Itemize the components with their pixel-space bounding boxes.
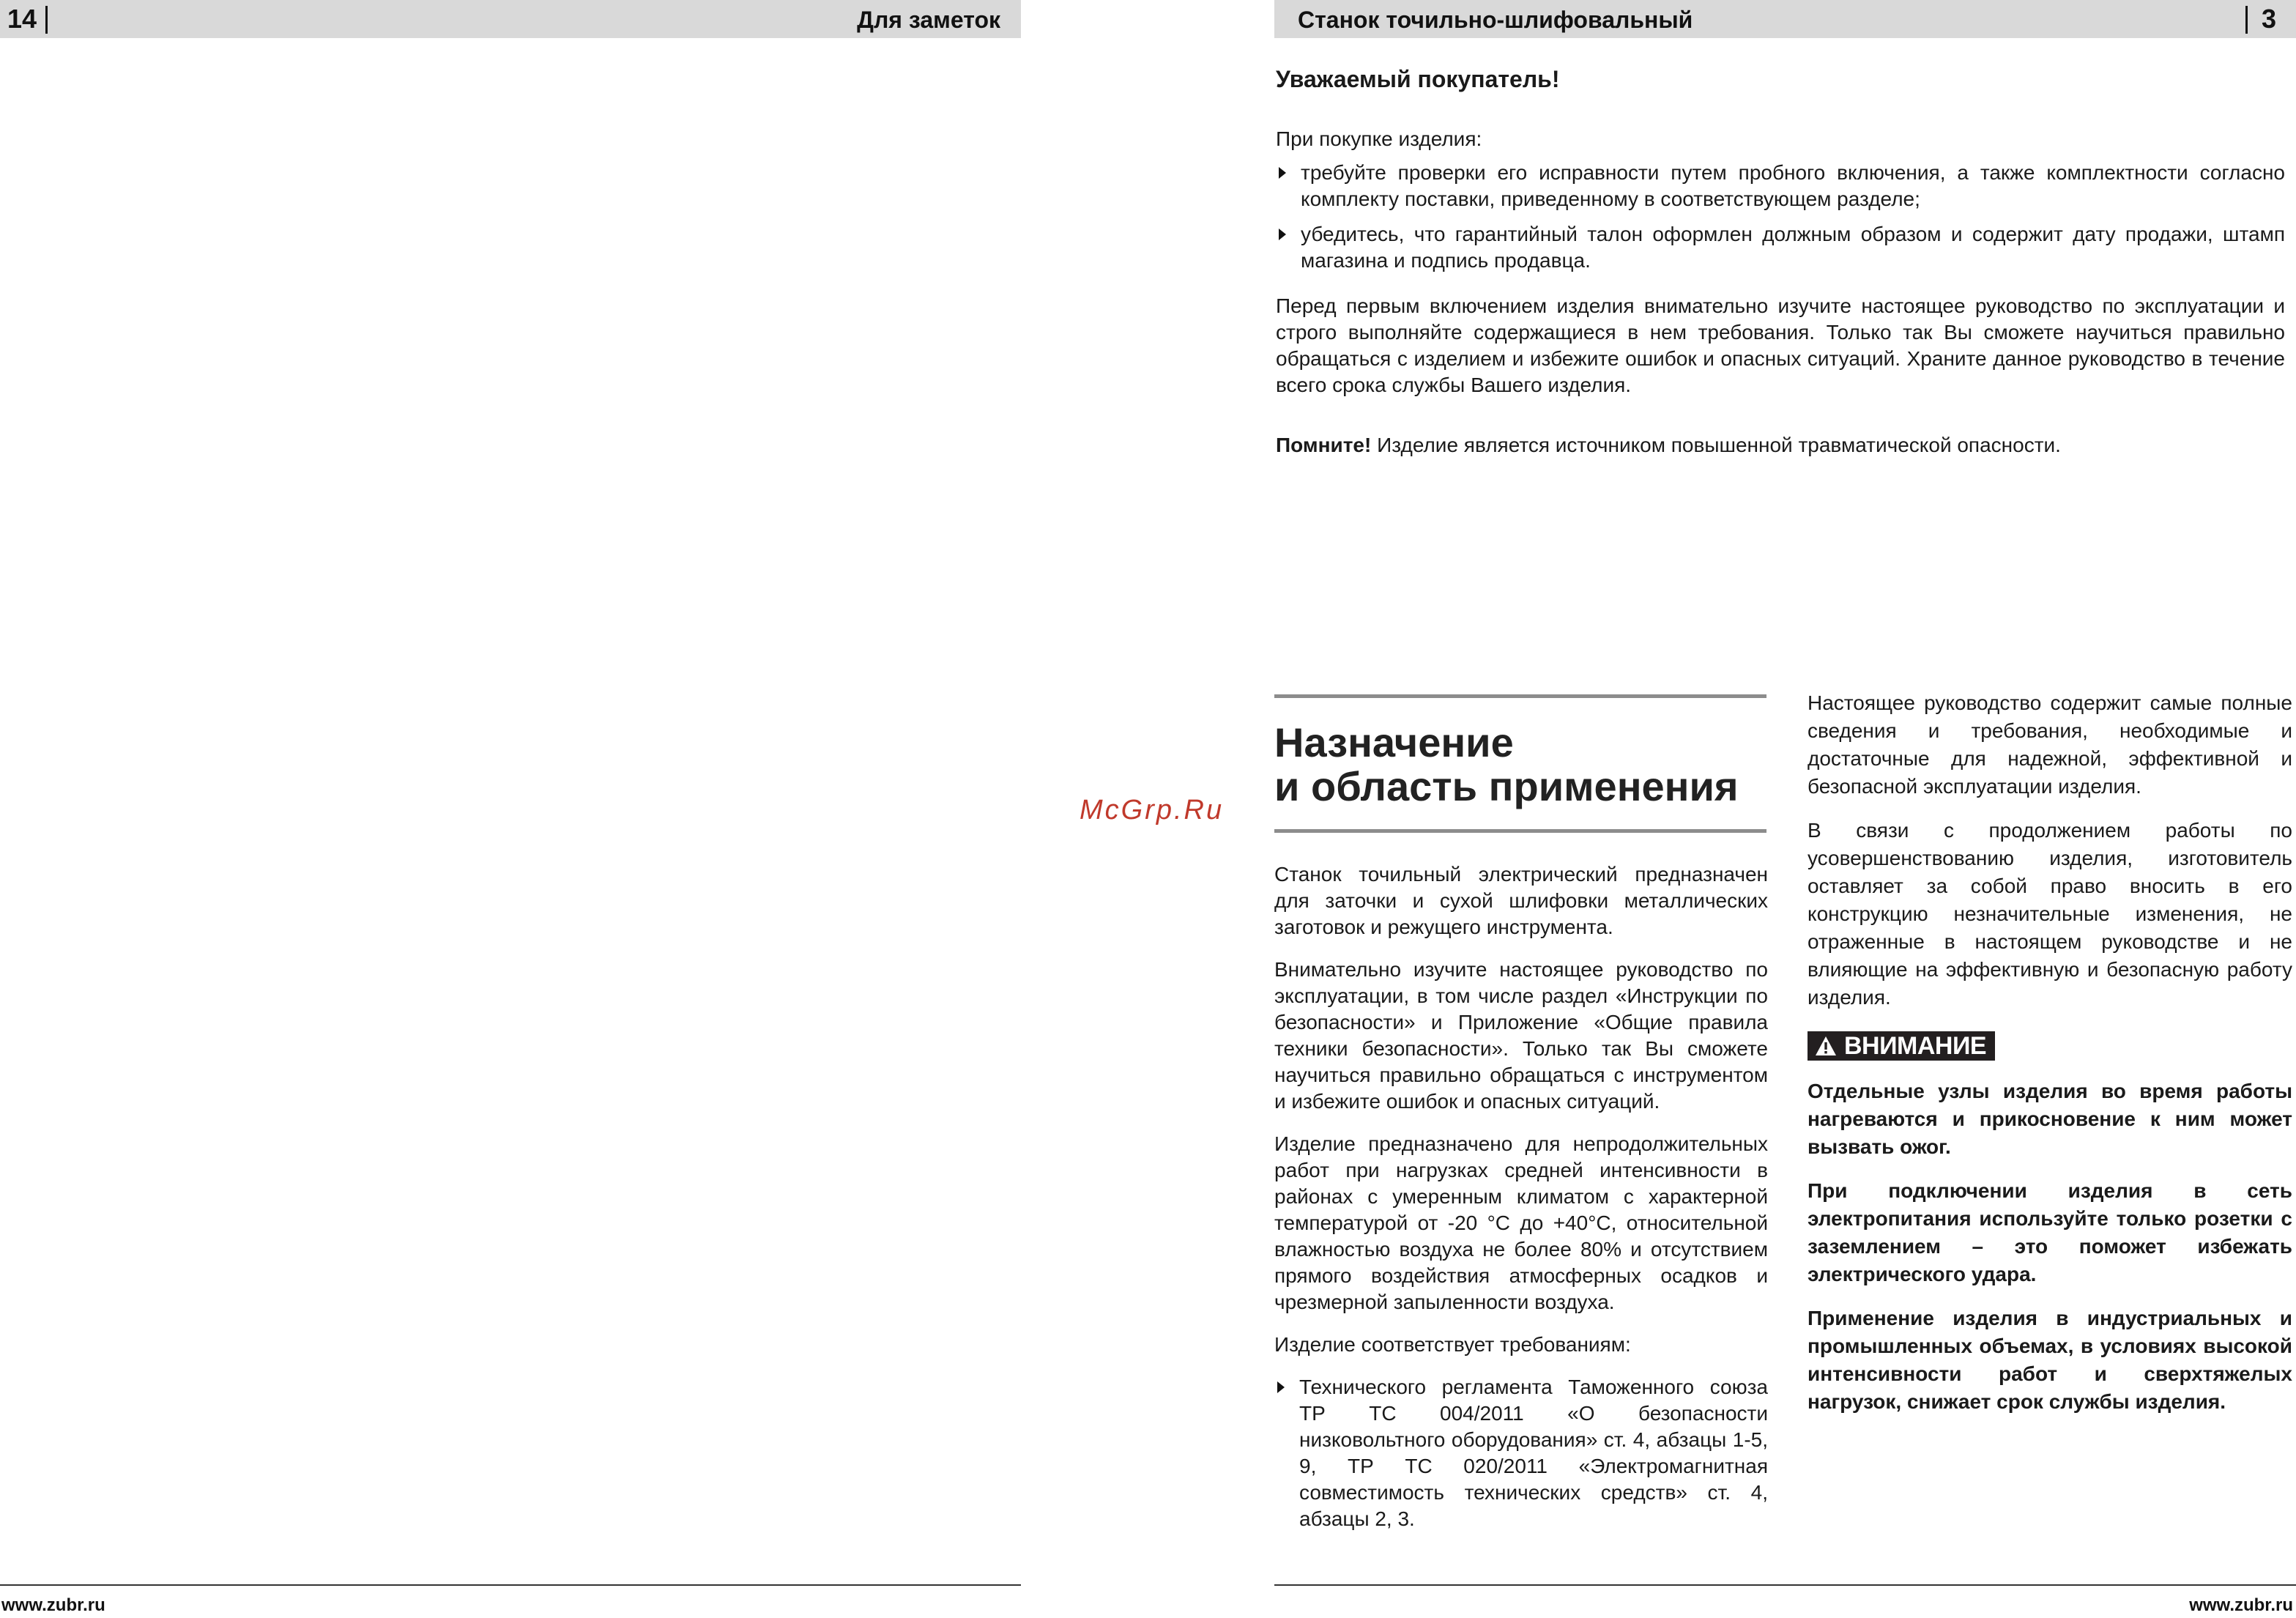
section-title-line-2: и область применения xyxy=(1274,763,1739,809)
section-title-line-1: Назначение xyxy=(1274,719,1514,765)
left-footer-rule xyxy=(0,1584,1021,1586)
section-title xyxy=(1274,721,1739,809)
requirements-intro: Изделие соответствует требованиям: xyxy=(1274,1333,1631,1356)
warning-paragraph: При подключении изделия в сеть электропитания используйте только розетки с заземлением – это поможет избежать электрического удара. xyxy=(1808,1179,2292,1285)
reminder-label: Помните! xyxy=(1276,434,1372,456)
warning-paragraph: Отдельные узлы изделия во время работы нагреваются и прикосновение к ним может вызвать ожог. xyxy=(1808,1080,2292,1158)
list-item-text: требуйте проверки его исправности путем пробного включения, а также комплектности согласно комплекту поставки, приведенному в соответствующем разделе; xyxy=(1301,161,2285,210)
bullet-arrow-icon xyxy=(1279,167,1286,179)
list-item xyxy=(1276,221,2285,274)
list-item-text: убедитесь, что гарантийный талон оформлен должным образом и содержит дату продажи, штамп магазина и подпись продавца. xyxy=(1301,223,2285,272)
reminder xyxy=(1276,432,2285,459)
warning-label: ВНИМАНИЕ xyxy=(1844,1032,1987,1060)
purpose-paragraph: Изделие предназначено для непродолжительных работ при нагрузках средней интенсивности в районах с умеренным климатом с характерной температурой от -20 °С до +40°С, относительной влажностью воздуха не более 80% и отсутствием прямого воздействия атмосферных осадков и чрезмерной запыленности воздуха. xyxy=(1274,1132,1768,1313)
purchase-intro: При покупке изделия: xyxy=(1276,127,1482,150)
right-page-header xyxy=(1274,0,2296,38)
section-title-top-rule xyxy=(1274,694,1766,698)
info-paragraph: Настоящее руководство содержит самые полные сведения и требования, необходимые и достаточные для надежной, эффективной и безопасной эксплуатации изделия. xyxy=(1808,691,2292,798)
list-item xyxy=(1274,1374,1768,1532)
watermark: McGrp.Ru xyxy=(1080,795,1225,825)
info-column xyxy=(1808,689,2292,1432)
right-footer-url: www.zubr.ru xyxy=(2189,1595,2293,1615)
left-page-number: 14 xyxy=(7,4,37,34)
right-footer-rule xyxy=(1274,1584,2296,1586)
bullet-arrow-icon xyxy=(1277,1381,1285,1393)
manual-instructions-paragraph: Перед первым включением изделия внимательно изучите настоящее руководство по эксплуатации и строго выполняйте содержащиеся в нем требования. Только так Вы сможете научиться правильно обращаться с изделием и избежите ошибок и опасных ситуаций. Храните данное руководство в течение всего срока службы Вашего изделия. xyxy=(1276,294,2285,396)
warning-paragraph: Применение изделия в индустриальных и промышленных объемах, в условиях высокой интенсивности работ и сверхтяжелых нагрузок, снижает срок службы изделия. xyxy=(1808,1307,2292,1413)
bullet-arrow-icon xyxy=(1279,229,1286,240)
greeting-section xyxy=(1276,66,2285,459)
reminder-text: Изделие является источником повышенной травматической опасности. xyxy=(1377,434,2061,456)
list-item xyxy=(1276,160,2285,212)
warning-badge xyxy=(1808,1031,1995,1061)
left-footer-url: www.zubr.ru xyxy=(1,1595,105,1615)
warning-icon xyxy=(1815,1036,1837,1056)
left-page-header xyxy=(0,0,1021,38)
list-item-text: Технического регламента Таможенного союза ТР ТС 004/2011 «О безопасности низковольтного оборудования» ст. 4, абзацы 1-5, 9, ТР ТС 020/2011 «Электромагнитная совместимость технических средств» ст. 4, абзацы 2, 3. xyxy=(1299,1376,1768,1530)
right-page-header-title: Станок точильно-шлифовальный xyxy=(1298,7,1693,33)
purpose-paragraph: Станок точильный электрический предназначен для заточки и сухой шлифовки металлических заготовок и режущего инструмента. xyxy=(1274,863,1768,938)
info-paragraph: В связи с продолжением работы по усовершенствованию изделия, изготовитель оставляет за собой право вносить в его конструкцию незначительные изменения, не отраженные в настоящем руководстве и не влияющие на эффективную и безопасную работу изделия. xyxy=(1808,819,2292,1009)
purpose-paragraph: Внимательно изучите настоящее руководство по эксплуатации, в том числе раздел «Инструкции по безопасности» и Приложение «Общие правила техники безопасности». Только так Вы сможете научиться правильно обращаться с инструментом и избежите ошибок и опасных ситуаций. xyxy=(1274,958,1768,1113)
header-divider xyxy=(2245,6,2248,34)
right-page-number: 3 xyxy=(2262,4,2277,34)
purpose-column xyxy=(1274,861,1768,1532)
section-title-bottom-rule xyxy=(1274,829,1766,833)
header-divider xyxy=(45,6,48,34)
greeting-title: Уважаемый покупатель! xyxy=(1276,66,1560,92)
left-page-header-title: Для заметок xyxy=(857,7,1000,33)
